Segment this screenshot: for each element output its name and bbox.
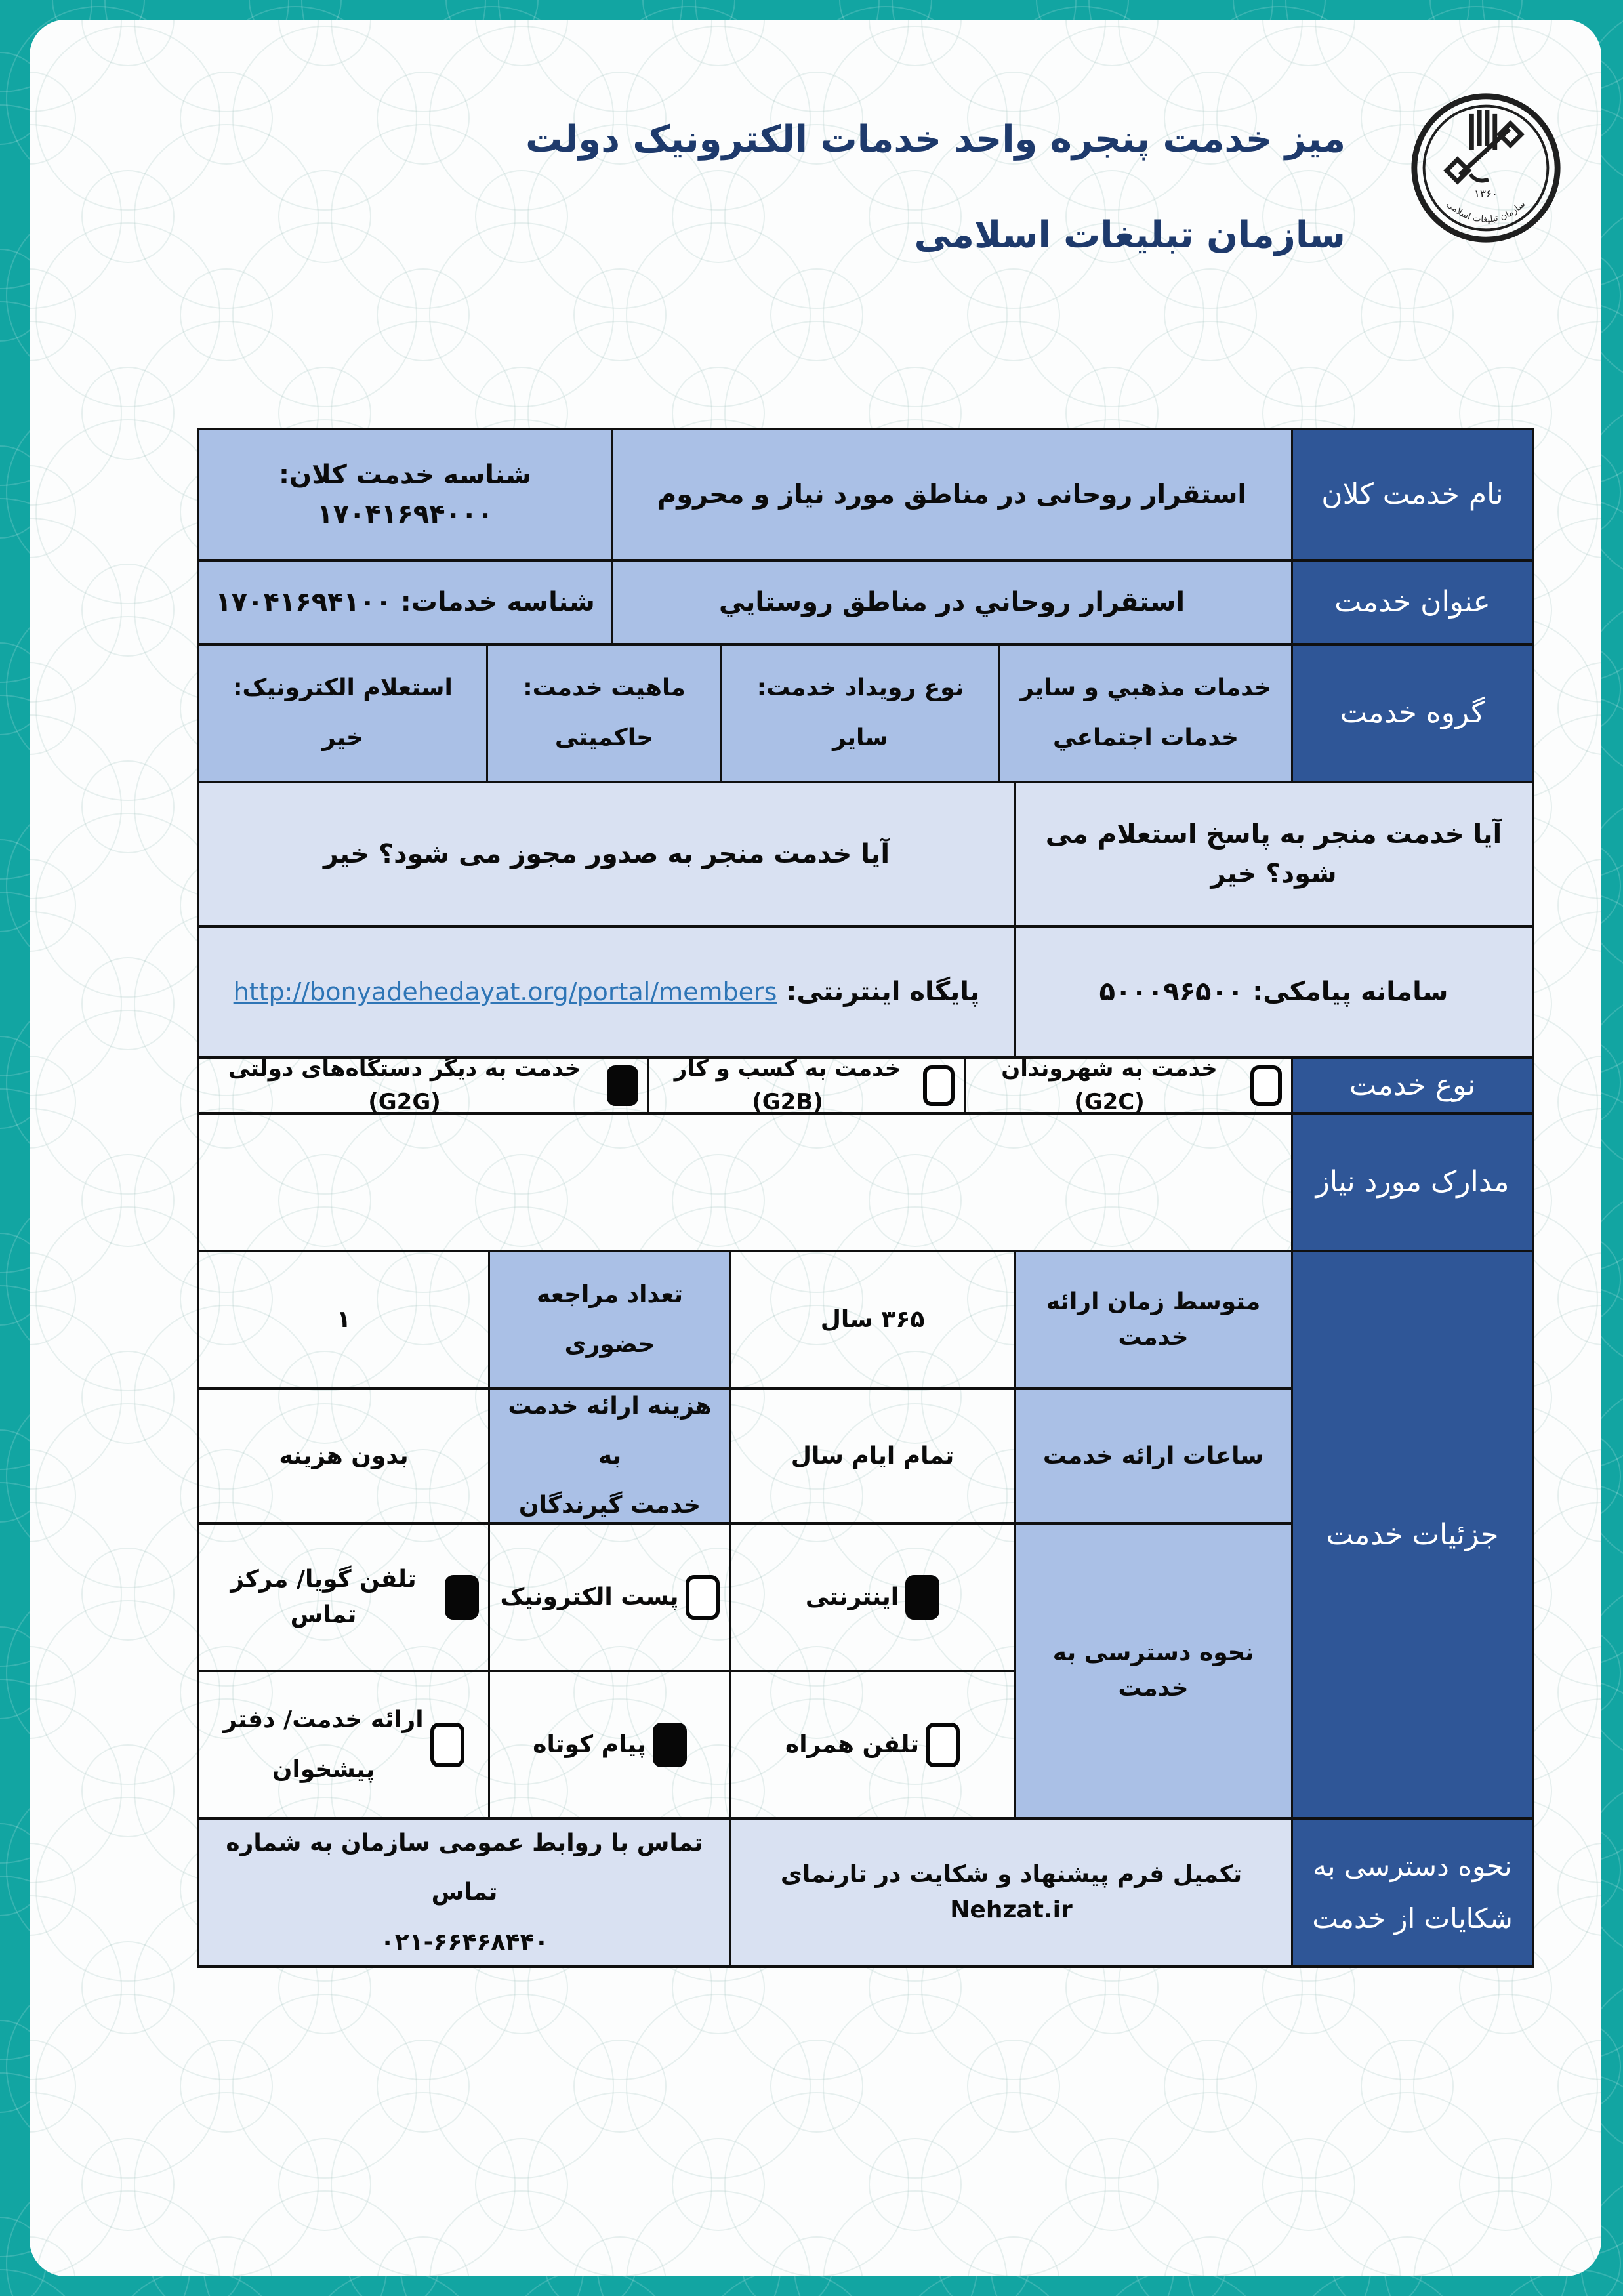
service-type-g2g: خدمت به دیگر دستگاه‌های دولتی (G2G) bbox=[199, 1059, 647, 1115]
service-event-type: نوع رویداد خدمت: سایر bbox=[720, 646, 998, 783]
complaints-website: تکمیل فرم پیشنهاد و شکایت در تارنمای Nehzat.ir bbox=[729, 1820, 1291, 1965]
avg-time-label: متوسط زمان ارائه خدمت bbox=[1014, 1252, 1291, 1390]
access-internet: اینترنتی bbox=[729, 1525, 1014, 1672]
g2b-checkbox[interactable] bbox=[923, 1065, 955, 1106]
service-info-table bbox=[197, 428, 1534, 1968]
row-header-complaints: نحوه دسترسی به شکایات از خدمت bbox=[1291, 1820, 1532, 1965]
service-group-category: خدمات مذهبي و ساير خدمات اجتماعي bbox=[998, 646, 1291, 783]
page-title: میز خدمت پنجره واحد خدمات الکترونیک دولت bbox=[525, 118, 1346, 161]
mobile-checkbox[interactable] bbox=[926, 1723, 960, 1767]
internet-checkbox[interactable] bbox=[905, 1575, 939, 1620]
visit-count-value: ۱ bbox=[199, 1252, 488, 1390]
service-hours-label: ساعات ارائه خدمت bbox=[1014, 1390, 1291, 1525]
g2c-checkbox[interactable] bbox=[1250, 1065, 1282, 1106]
service-title-id: شناسه خدمات: ۱۷۰۴۱۶۹۴۱۰۰ bbox=[199, 562, 611, 646]
access-counter-office: ارائه خدمت/ دفتر پیشخوان bbox=[199, 1672, 488, 1820]
access-sms: پیام کوتاه bbox=[488, 1672, 729, 1820]
complaints-phone: تماس با روابط عمومی سازمان به شماره تماس ۰۲۱-۶۶۴۶۸۴۴۰ bbox=[199, 1820, 729, 1965]
macro-service-id: شناسه خدمت کلان: ۱۷۰۴۱۶۹۴۰۰۰ bbox=[199, 430, 611, 562]
access-mobile: تلفن همراه bbox=[729, 1672, 1014, 1820]
organization-logo-icon bbox=[1408, 91, 1563, 245]
phone-number: ۰۲۱-۶۶۴۶۸۴۴۰ bbox=[380, 1928, 549, 1956]
service-type-g2c: خدمت به شهروندان (G2C) bbox=[964, 1059, 1291, 1115]
access-ivr: تلفن گویا/ مرکز تماس bbox=[199, 1525, 488, 1672]
website-link[interactable]: http://bonyadehedayat.org/portal/members bbox=[233, 977, 777, 1006]
svg-text:سازمان تبلیغات اسلامی bbox=[1445, 199, 1527, 224]
access-method-label: نحوه دسترسی به خدمت bbox=[1014, 1525, 1291, 1820]
email-checkbox[interactable] bbox=[686, 1575, 720, 1620]
service-title-value: استقرار روحاني در مناطق روستايي bbox=[611, 562, 1291, 646]
electronic-inquiry: استعلام الکترونیک: خیر bbox=[199, 646, 486, 783]
row-header-service-type: نوع خدمت bbox=[1291, 1059, 1532, 1115]
inquiry-answer-question: آیا خدمت منجر به پاسخ استعلام می شود؟ خیر bbox=[1014, 783, 1532, 928]
row-header-service-title: عنوان خدمت bbox=[1291, 562, 1532, 646]
service-hours-value: تمام ایام سال bbox=[729, 1390, 1014, 1525]
organization-name: سازمان تبلیغات اسلامی bbox=[914, 214, 1346, 256]
row-header-service-group: گروه خدمت bbox=[1291, 646, 1532, 783]
access-email: پست الکترونیک bbox=[488, 1525, 729, 1672]
service-nature: ماهیت خدمت: حاکمیتی bbox=[486, 646, 720, 783]
document-card bbox=[30, 20, 1601, 2276]
sms-checkbox[interactable] bbox=[653, 1723, 687, 1767]
visit-count-label: تعداد مراجعه حضوری bbox=[488, 1252, 729, 1390]
website-cell bbox=[199, 928, 1014, 1059]
g2g-checkbox[interactable] bbox=[607, 1065, 638, 1106]
macro-service-value: استقرار روحانی در مناطق مورد نیاز و محروم bbox=[611, 430, 1291, 562]
logo-year: ۱۳۶۰ bbox=[1474, 187, 1498, 201]
license-issue-question: آیا خدمت منجر به صدور مجوز می شود؟ خیر bbox=[199, 783, 1014, 928]
service-type-g2b: خدمت به کسب و کار (G2B) bbox=[647, 1059, 964, 1115]
service-cost-label: هزینه ارائه خدمت به خدمت گیرندگان bbox=[488, 1390, 729, 1525]
avg-time-value: ۳۶۵ سال bbox=[729, 1252, 1014, 1390]
row-header-service-details: جزئیات خدمت bbox=[1291, 1252, 1532, 1820]
service-cost-value: بدون هزینه bbox=[199, 1390, 488, 1525]
ivr-checkbox[interactable] bbox=[445, 1575, 479, 1620]
website-label: پایگاه اینترنتی: bbox=[786, 977, 980, 1007]
required-documents-value bbox=[199, 1115, 1291, 1252]
row-header-macro-service: نام خدمت کلان bbox=[1291, 430, 1532, 562]
row-header-required-documents: مدارک مورد نیاز bbox=[1291, 1115, 1532, 1252]
sms-system: سامانه پیامکی: ۵۰۰۰۹۶۵۰۰ bbox=[1014, 928, 1532, 1059]
counter-office-checkbox[interactable] bbox=[430, 1723, 464, 1767]
logo-org-text: سازمان تبلیغات اسلامی bbox=[1444, 199, 1528, 225]
